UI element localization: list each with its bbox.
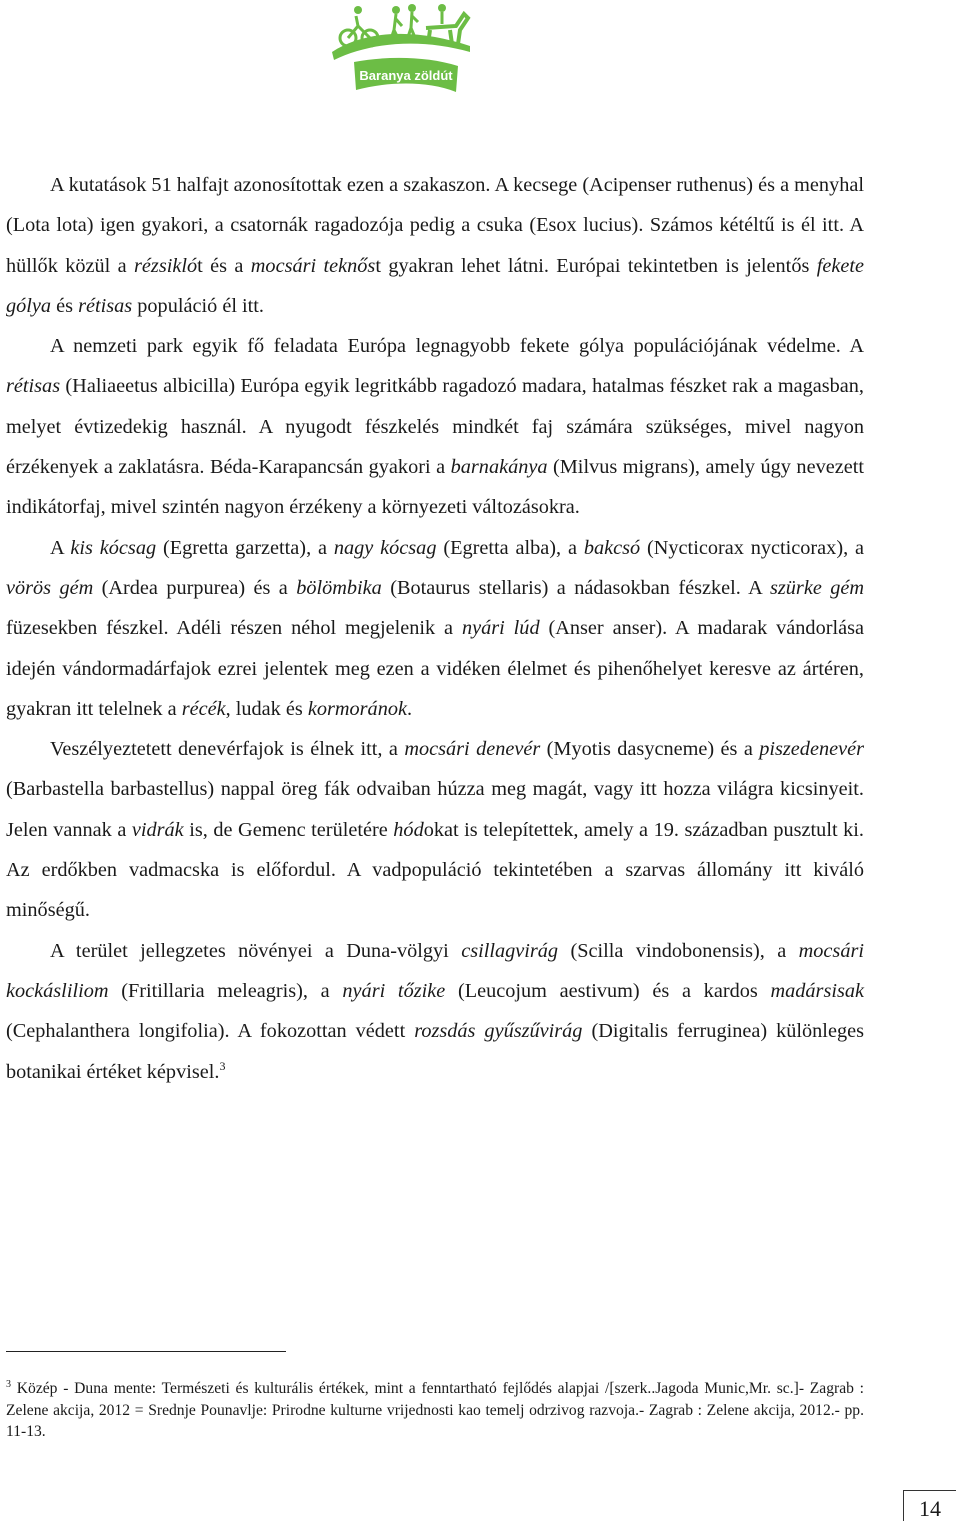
italic-term: nyári lúd xyxy=(461,617,540,640)
text-run: (Anser anser). A madarak vándorlása idején vándormadárfajok ezrei jelentek meg ezen a vidéken élelmet és pihenőhelyet keresve az ártéren, gyakran itt telelnek a xyxy=(6,617,864,720)
baranya-zoldut-logo xyxy=(326,0,476,100)
text-run: (Barbastella barbastellus) nappal öreg fák odvaiban húzza meg magát, vagy itt hozza világra kicsinyeit. Jelen vannak a xyxy=(6,778,864,841)
text-run: Veszélyeztetett denevérfajok is élnek itt, a xyxy=(50,738,405,761)
text-run: (Milvus migrans), amely úgy nevezett indikátorfaj, mivel szintén nagyon érzékeny a környezeti változásokra. xyxy=(6,456,864,519)
text-run: A terület jellegzetes növényei a Duna-völgyi xyxy=(50,939,462,962)
italic-term: kis kócsag xyxy=(70,536,157,559)
italic-term: piszedenevér xyxy=(759,738,864,761)
paragraph xyxy=(6,528,864,729)
text-run: okat is telepítettek, amely a 19. században pusztult ki. Az erdőkben vadmacska is előfordul. A vadpopuláció tekintetében a szarvas állomány itt kiváló minőségű. xyxy=(6,818,864,922)
text-run: (Egretta alba), a xyxy=(436,536,584,559)
italic-term: mocsári denevér xyxy=(404,738,541,761)
text-run: (Fritillaria meleagris), a xyxy=(108,979,343,1002)
italic-term: fekete gólya xyxy=(6,254,865,317)
italic-term: bakcsó xyxy=(583,536,641,559)
footnote xyxy=(6,1378,864,1443)
paragraph xyxy=(6,931,864,1092)
italic-term: hód xyxy=(393,818,424,841)
italic-term: csillagvirág xyxy=(461,939,559,962)
text-run: (Myotis dasycneme) és a xyxy=(540,738,760,761)
text-run: (Scilla vindobonensis), a xyxy=(558,939,799,962)
paragraph xyxy=(6,729,864,930)
text-run: is, de Gemenc területére xyxy=(183,818,394,841)
logo-graphic xyxy=(326,0,476,100)
italic-term: barnakánya xyxy=(450,456,548,479)
italic-term: rétisas xyxy=(78,294,133,317)
page-number: 14 xyxy=(903,1490,956,1521)
italic-term: rétisas xyxy=(6,375,61,398)
text-run: és xyxy=(51,294,79,317)
footnote-text: Közép - Duna mente: Természeti és kulturális értékek, mint a fenntartható fejlődés alapjai /[szerk..Jagoda Munic,Mr. sc.]- Zagrab : Zelene akcija, 2012 = Srednje Pounavlje: Prirodne kulturne vrijednosti kao temelj odrzivog razvoja.- Zagrab : Zelene akcija, 2012.- pp. 11-13. xyxy=(6,1380,865,1441)
italic-term: szürke gém xyxy=(770,576,864,599)
text-run: (Leucojum aestivum) és a kardos xyxy=(445,979,771,1002)
text-run: . xyxy=(406,697,413,720)
text-run: t és a xyxy=(197,254,251,277)
text-run: (Cephalanthera longifolia). A fokozottan védett xyxy=(6,1020,415,1043)
italic-term: vörös gém xyxy=(6,576,94,599)
text-run: A kutatások 51 halfajt azonosítottak ezen a szakaszon. A kecsege (Acipenser ruthenus) és a menyhal (Lota lota) igen gyakori, a csatornák ragadozója pedig a csuka (Esox lucius). Számos kétéltű is él itt. A hüllők közül a xyxy=(6,174,864,277)
text-run: populáció él itt. xyxy=(132,294,265,317)
logo-text: Baranya zöldút xyxy=(359,68,453,83)
text-run: , ludak és xyxy=(225,697,308,720)
text-run: A nemzeti park egyik fő feladata Európa legnagyobb fekete gólya populációjának védelme. A xyxy=(50,335,864,358)
text-run: (Egretta garzetta), a xyxy=(156,536,334,559)
italic-term: mocsári kockásliliom xyxy=(6,939,864,1002)
paragraph xyxy=(6,326,864,527)
text-run: (Digitalis ferruginea) különleges botanikai értéket képvisel. xyxy=(6,1020,864,1083)
footnote-separator xyxy=(6,1351,286,1352)
body-text xyxy=(6,165,864,1092)
text-run: A xyxy=(50,536,71,559)
italic-term: nyári tőzike xyxy=(342,979,446,1002)
text-run: (Botaurus stellaris) a nádasokban fészkel. A xyxy=(381,576,770,599)
italic-term: rézsikló xyxy=(134,254,198,277)
italic-term: bölömbika xyxy=(296,576,382,599)
italic-term: récék xyxy=(181,697,226,720)
italic-term: mocsári teknős xyxy=(250,254,376,277)
text-run: t gyakran lehet látni. Európai tekintetben is jelentős xyxy=(375,254,817,277)
text-run: (Ardea purpurea) és a xyxy=(93,576,297,599)
italic-term: nagy kócsag xyxy=(333,536,437,559)
italic-term: vidrák xyxy=(131,818,184,841)
italic-term: kormoránok xyxy=(307,697,407,720)
text-run: füzesekben fészkel. Adéli részen néhol megjelenik a xyxy=(6,617,462,640)
footnote-reference: 3 xyxy=(219,1058,226,1073)
italic-term: madársisak xyxy=(770,979,865,1002)
paragraph xyxy=(6,165,864,326)
text-run: (Nycticorax nycticorax), a xyxy=(640,536,865,559)
text-run: (Haliaeetus albicilla) Európa egyik legritkább ragadozó madara, hatalmas fészket rak a magasban, melyet évtizedekig használ. A nyugodt fészkelés mindkét faj számára szükséges, mivel nagyon érzékenyek a zaklatásra. Béda-Karapancsán gyakori a xyxy=(6,375,864,479)
footnote-mark: 3 xyxy=(6,1378,11,1390)
italic-term: rozsdás gyűszűvirág xyxy=(414,1020,583,1043)
